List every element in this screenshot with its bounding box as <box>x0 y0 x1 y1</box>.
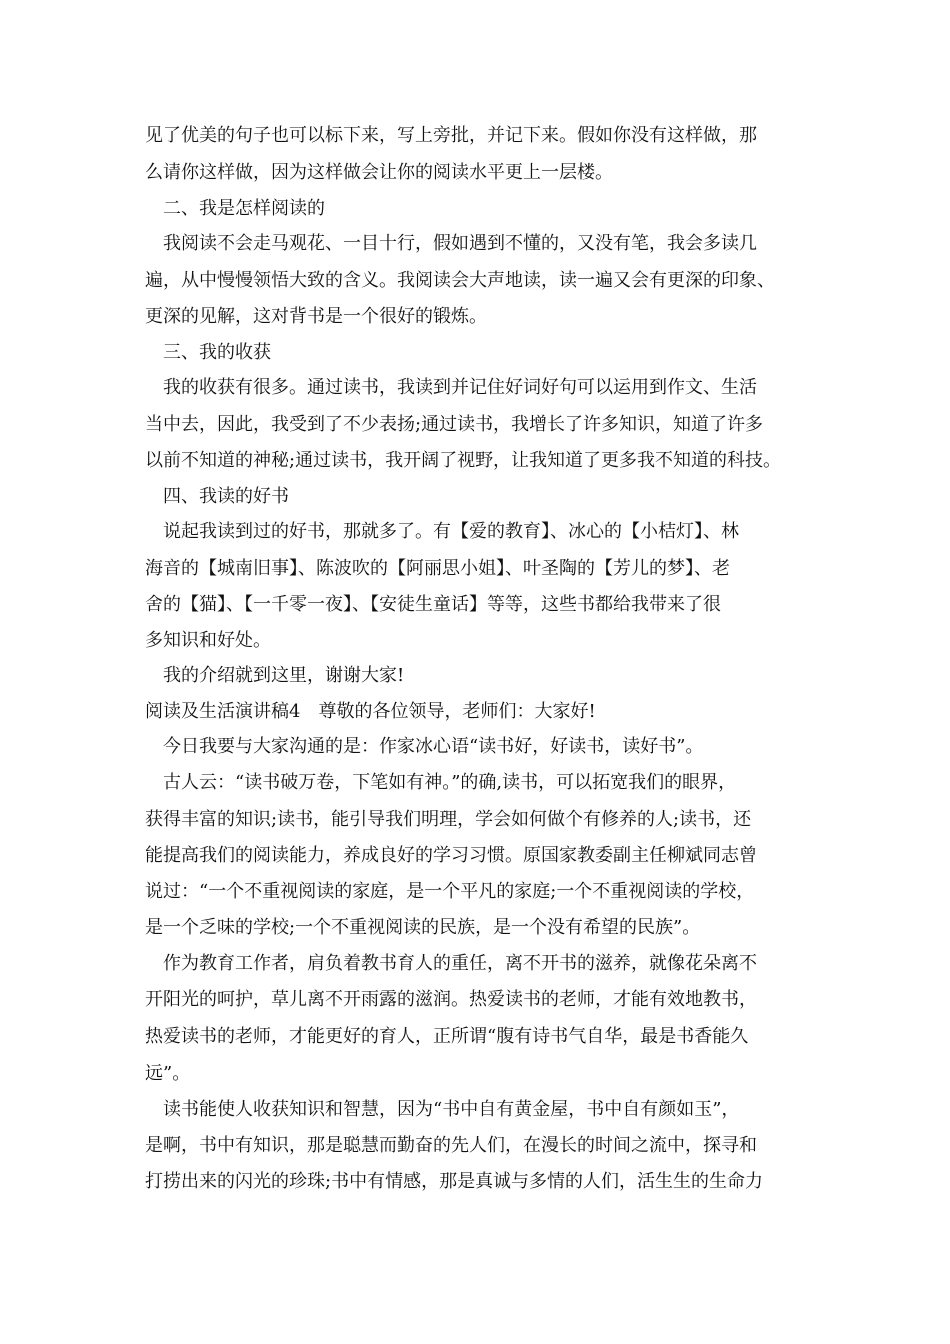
speech-title: 阅读及生活演讲稿4 尊敬的各位领导，老师们：大家好! <box>145 701 596 722</box>
text-line: 读书能使人收获知识和智慧，因为“书中自有黄金屋，书中自有颜如玉”， <box>145 1099 740 1120</box>
text-line: 远”。 <box>145 1063 191 1084</box>
text-line: 见了优美的句子也可以标下来，写上旁批，并记下来。假如你没有这样做，那 <box>145 125 757 146</box>
text-line: 当中去，因此，我受到了不少表扬;通过读书，我增长了许多知识，知道了许多 <box>145 414 764 435</box>
text-line: 打捞出来的闪光的珍珠;书中有情感，那是真诚与多情的人们，活生生的生命力 <box>145 1171 764 1192</box>
text-line: 热爱读书的老师，才能更好的育人，正所谓“腹有诗书气自华，最是书香能久 <box>145 1026 749 1047</box>
text-line: 遍，从中慢慢领悟大致的含义。我阅读会大声地读，读一遍又会有更深的印象、 <box>145 270 775 291</box>
text-line: 古人云：“读书破万卷，下笔如有神。”的确,读书，可以拓宽我们的眼界， <box>145 772 737 793</box>
text-line: 是啊，书中有知识，那是聪慧而勤奋的先人们，在漫长的时间之流中，探寻和 <box>145 1135 757 1156</box>
section-heading: 四、我读的好书 <box>145 486 289 507</box>
text-line: 以前不知道的神秘;通过读书，我开阔了视野，让我知道了更多我不知道的科技。 <box>145 450 782 471</box>
text-line: 作为教育工作者，肩负着教书育人的重任，离不开书的滋养，就像花朵离不 <box>145 953 757 974</box>
text-line: 说起我读到过的好书，那就多了。有【爱的教育】、冰心的【小桔灯】、林 <box>145 521 739 542</box>
text-line: 更深的见解，这对背书是一个很好的锻炼。 <box>145 306 487 327</box>
text-line: 多知识和好处。 <box>145 630 271 651</box>
text-line: 舍的【猫】、【一千零一夜】、【安徒生童话】等等，这些书都给我带来了很 <box>145 594 721 615</box>
section-heading: 二、我是怎样阅读的 <box>145 198 325 219</box>
text-line: 海音的【城南旧事】、陈波吹的【阿丽思小姐】、叶圣陶的【芳儿的梦】、老 <box>145 558 730 579</box>
text-line: 我的介绍就到这里，谢谢大家! <box>145 665 405 686</box>
text-line: 说过：“一个不重视阅读的家庭，是一个平凡的家庭;一个不重视阅读的学校， <box>145 881 755 902</box>
text-line: 开阳光的呵护，草儿离不开雨露的滋润。热爱读书的老师，才能有效地教书， <box>145 989 757 1010</box>
text-line: 我阅读不会走马观花、一目十行，假如遇到不懂的，又没有笔，我会多读几 <box>145 233 757 254</box>
text-line: 是一个乏味的学校;一个不重视阅读的民族，是一个没有希望的民族”。 <box>145 917 701 938</box>
text-line: 今日我要与大家沟通的是：作家冰心语“读书好，好读书，读好书”。 <box>145 736 704 757</box>
text-line: 我的收获有很多。通过读书，我读到并记住好词好句可以运用到作文、生活 <box>145 377 757 398</box>
text-line: 获得丰富的知识;读书，能引导我们明理，学会如何做个有修养的人;读书，还 <box>145 809 752 830</box>
text-line: 么请你这样做，因为这样做会让你的阅读水平更上一层楼。 <box>145 162 613 183</box>
text-line: 能提高我们的阅读能力，养成良好的学习习惯。原国家教委副主任柳斌同志曾 <box>145 845 757 866</box>
section-heading: 三、我的收获 <box>145 342 271 363</box>
